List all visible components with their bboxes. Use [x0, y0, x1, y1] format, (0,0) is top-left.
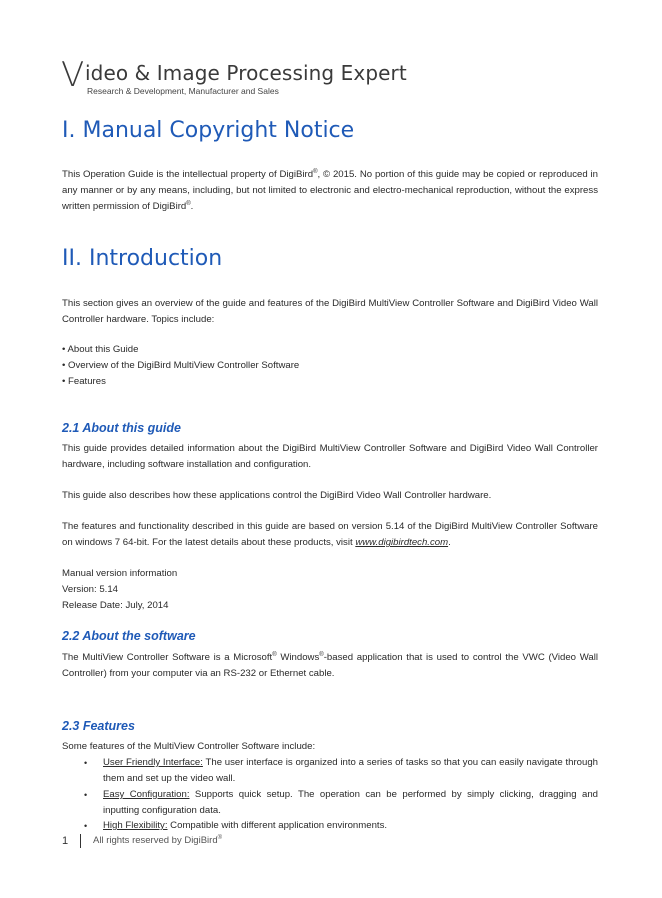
- feature-item: Easy Configuration: Supports quick setup. The operation can be performed by simply clicking, dragging and inputting configuration data.: [103, 789, 599, 816]
- copyright-paragraph: This Operation Guide is the intellectual property of DigiBird®, © 2015. No portion of this guide may be copied or reproduced in any manner or by any means, including, but not limited to electronic and electro-mechanical reproduction, without the express written permission of DigiBird®.: [62, 168, 598, 212]
- feature-item: User Friendly Interface: The user interface is organized into a series of tasks so that you can easily navigate through them and set up the video wall.: [103, 757, 598, 784]
- introduction-paragraph: This section gives an overview of the guide and features of the DigiBird MultiView Controller Software and DigiBird Video Wall Controller hardware. Topics include:: [62, 298, 598, 325]
- page-number: 1: [62, 835, 69, 847]
- about-guide-paragraph-2: This guide also describes how these applications control the DigiBird Video Wall Controller hardware.: [62, 490, 492, 501]
- topic-item: • Features: [62, 376, 106, 387]
- topic-item: • About this Guide: [62, 344, 139, 355]
- topic-item: • Overview of the DigiBird MultiView Controller Software: [62, 360, 300, 371]
- subsection-heading-about-software: 2.2 About the software: [62, 629, 196, 643]
- features-intro: Some features of the MultiView Controller Software include:: [62, 741, 316, 752]
- section-heading-introduction: II. Introduction: [62, 246, 223, 271]
- header-initial: V: [61, 55, 85, 95]
- bullet-icon: •: [84, 790, 88, 800]
- footer-divider: [80, 834, 81, 848]
- bullet-icon: •: [84, 821, 88, 831]
- subsection-heading-about-guide: 2.1 About this guide: [62, 421, 181, 435]
- bullet-icon: •: [84, 758, 88, 768]
- header-subtitle: Research & Development, Manufacturer and Sales: [87, 86, 279, 96]
- header-title: ideo & Image Processing Expert: [85, 61, 407, 85]
- footer-copyright: All rights reserved by DigiBird®: [93, 834, 223, 846]
- subsection-heading-features: 2.3 Features: [62, 719, 135, 733]
- version-info-line: Release Date: July, 2014: [62, 600, 169, 611]
- feature-item: High Flexibility: Compatible with different application environments.: [103, 820, 388, 831]
- section-heading-copyright: I. Manual Copyright Notice: [62, 118, 355, 143]
- version-info-line: Version: 5.14: [62, 584, 119, 595]
- about-guide-paragraph-1: This guide provides detailed information about the DigiBird MultiView Controller Software and DigiBird Video Wall Controller hardware, including software installation and configuration.: [62, 443, 598, 470]
- website-link[interactable]: www.digibirdtech.com: [355, 537, 449, 548]
- about-guide-paragraph-3: The features and functionality described in this guide are based on version 5.14 of the DigiBird MultiView Controller Software on windows 7 64-bit. For the latest details about these products, visit www.digibirdtech.com.: [62, 521, 598, 548]
- about-software-paragraph: The MultiView Controller Software is a Microsoft® Windows®-based application that is used to control the VWC (Video Wall Controller) from your computer via an RS-232 or Ethernet cable.: [62, 651, 598, 679]
- version-info-line: Manual version information: [62, 568, 178, 579]
